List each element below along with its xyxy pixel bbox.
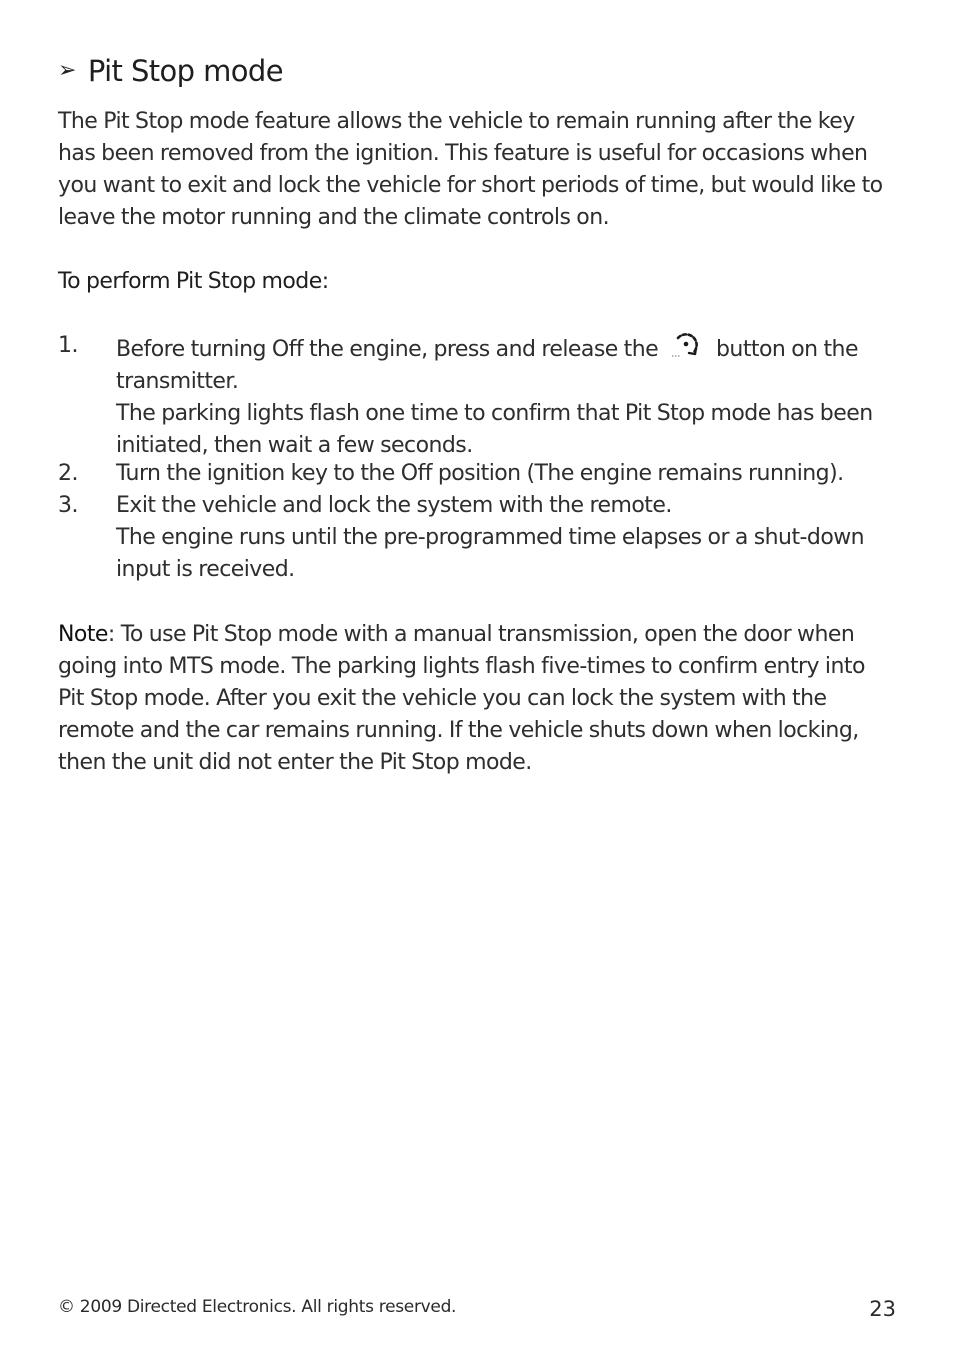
step-number: 2. (58, 461, 78, 486)
step-text-after-icon: button on the transmitter. (116, 337, 858, 394)
copyright-footer: © 2009 Directed Electronics. All rights reserved. (58, 1297, 457, 1317)
note-text: : To use Pit Stop mode with a manual transmission, open the door when going into MTS mode. The parking lights flash five-times to confirm entry into Pit Stop mode. After you exit the vehicle you can lock the system with the remote and the car remains running. If the vehicle shuts down when locking, then the unit did not enter the Pit Stop mode. (58, 622, 865, 775)
intro-paragraph: The Pit Stop mode feature allows the vehicle to remain running after the key has been removed from the ignition. This feature is useful for occasions when you want to exit and lock the vehicle for short periods of time, but would like to leave the motor running and the climate controls on. (58, 109, 883, 230)
step-body (116, 330, 888, 462)
procedure-subheading: To perform Pit Stop mode: (58, 269, 329, 294)
step-text: Turn the ignition key to the Off position (The engine remains running). (116, 461, 844, 486)
note-paragraph (58, 619, 888, 779)
step-text-before-icon: Before turning Off the engine, press and release the (116, 337, 659, 362)
section-title: Pit Stop mode (87, 54, 283, 88)
step-body (116, 490, 888, 586)
step-body (116, 458, 888, 490)
arrow-bullet-icon: ➢ (58, 57, 76, 83)
remote-start-icon (668, 330, 704, 360)
step-number: 3. (58, 493, 78, 518)
section-heading (58, 54, 283, 88)
step-detail: The engine runs until the pre-programmed time elapses or a shut-down input is received. (116, 525, 865, 582)
step-detail: The parking lights flash one time to confirm that Pit Stop mode has been initiated, then wait a few seconds. (116, 401, 873, 458)
page-number: 23 (869, 1297, 896, 1321)
step-text: Exit the vehicle and lock the system with the remote. (116, 493, 672, 518)
step-number: 1. (58, 333, 78, 358)
note-label: Note (58, 622, 108, 647)
